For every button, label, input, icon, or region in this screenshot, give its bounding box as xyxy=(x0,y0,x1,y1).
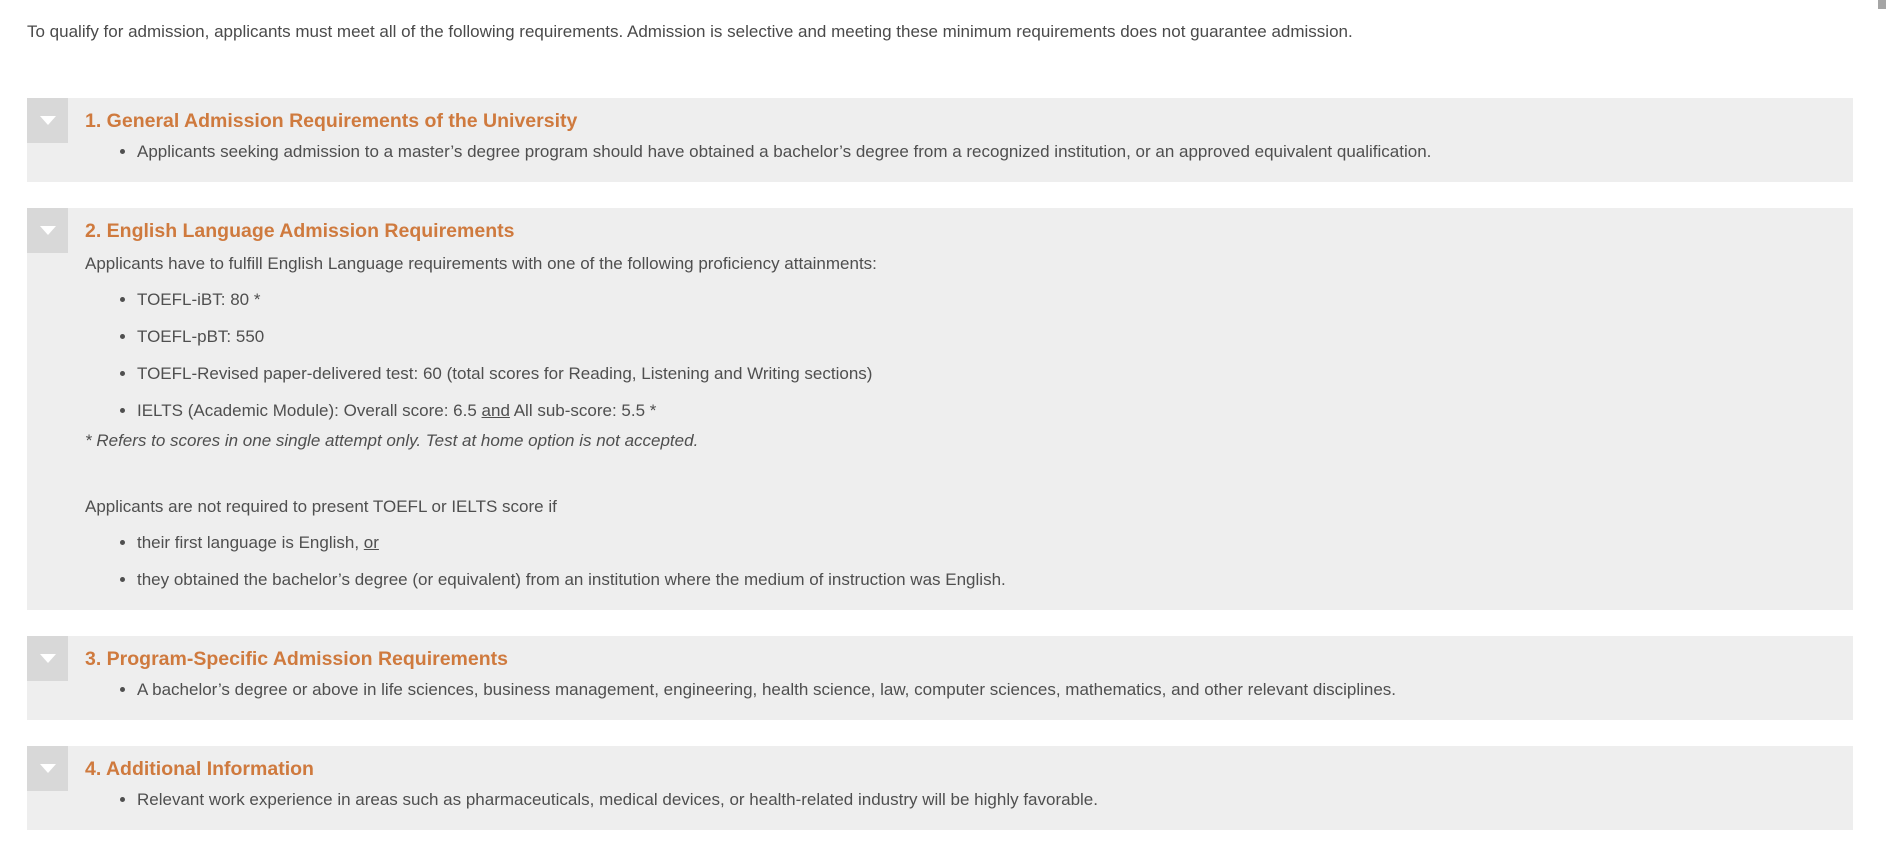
section-1-title: 1. General Admission Requirements of the University xyxy=(85,110,578,132)
bullet-text: Relevant work experience in areas such as pharmaceuticals, medical devices, or health-related industry will be highly favorable. xyxy=(137,790,1098,809)
score-footnote: * Refers to scores in one single attempt only. Test at home option is not accepted. xyxy=(85,431,699,450)
section-english-language-requirements xyxy=(27,208,1853,610)
caret-down-icon xyxy=(40,654,56,663)
section-additional-information xyxy=(27,746,1853,830)
section-3-bullet-list xyxy=(85,678,1829,702)
bullet-text: IELTS (Academic Module): Overall score: 6.5 xyxy=(137,401,482,420)
section-3-collapse-toggle[interactable] xyxy=(27,636,68,681)
section-2-title: 2. English Language Admission Requirements xyxy=(85,220,515,242)
exemption-lead-paragraph: Applicants are not required to present TOEFL or IELTS score if xyxy=(85,497,557,516)
list-item xyxy=(137,788,1829,812)
list-item xyxy=(137,325,1829,349)
underlined-or: or xyxy=(363,533,379,552)
caret-down-icon xyxy=(40,764,56,773)
section-program-specific-requirements xyxy=(27,636,1853,720)
section-2-collapse-toggle[interactable] xyxy=(27,208,68,253)
bullet-text: TOEFL-Revised paper-delivered test: 60 (total scores for Reading, Listening and Writing sections) xyxy=(137,364,873,383)
section-1-bullet-list xyxy=(85,140,1829,164)
list-item xyxy=(137,531,1829,555)
bullet-text: their first language is English, xyxy=(137,533,364,552)
bullet-text: All sub-score: 5.5 * xyxy=(509,401,657,420)
scrollbar-fragment[interactable] xyxy=(1878,0,1886,9)
list-item xyxy=(137,399,1829,423)
bullet-text: they obtained the bachelor’s degree (or equivalent) from an institution where the medium of instruction was English. xyxy=(137,570,1006,589)
list-item xyxy=(137,140,1829,164)
section-4-collapse-toggle[interactable] xyxy=(27,746,68,791)
underlined-and: and xyxy=(481,401,510,420)
bullet-text: A bachelor’s degree or above in life sciences, business management, engineering, health science, law, computer sciences, mathematics, and other relevant disciplines. xyxy=(137,680,1397,699)
section-1-collapse-toggle[interactable] xyxy=(27,98,68,143)
list-item xyxy=(137,678,1829,702)
section-general-admission-requirements xyxy=(27,98,1853,182)
bullet-text: Applicants seeking admission to a master’s degree program should have obtained a bachelor’s degree from a recognized institution, or an approved equivalent qualification. xyxy=(137,142,1432,161)
list-item xyxy=(137,568,1829,592)
proficiency-lead-paragraph: Applicants have to fulfill English Language requirements with one of the following proficiency attainments: xyxy=(85,254,877,273)
proficiency-bullet-list xyxy=(85,288,1829,423)
exemption-bullet-list xyxy=(85,531,1829,592)
intro-text: To qualify for admission, applicants must meet all of the following requirements. Admission is selective and meeting these minimum requirements does not guarantee admission. xyxy=(27,22,1353,41)
caret-down-icon xyxy=(40,116,56,125)
section-4-title: 4. Additional Information xyxy=(85,758,314,780)
list-item xyxy=(137,288,1829,312)
list-item xyxy=(137,362,1829,386)
caret-down-icon xyxy=(40,226,56,235)
section-3-title: 3. Program-Specific Admission Requirements xyxy=(85,648,508,670)
section-4-bullet-list xyxy=(85,788,1829,812)
bullet-text: TOEFL-pBT: 550 xyxy=(137,327,265,346)
bullet-text: TOEFL-iBT: 80 * xyxy=(137,290,261,309)
